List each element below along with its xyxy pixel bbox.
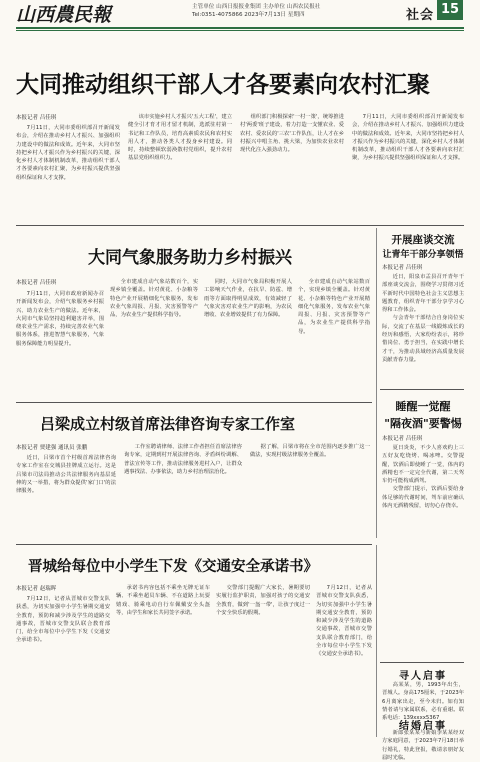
article4-paragraph: 7月12日，记者从晋城市交警支队获悉，为切实加强中小学生暑期交通安全教育，预防和减少涉及学生的道路交通事故，晋城市交警支队联合教育部门，给全市每位中小学生下发《交通安全承诺书》。: [316, 585, 372, 658]
header-rule-thin: [16, 30, 464, 31]
article3-col3: [250, 443, 370, 540]
divider: [16, 402, 372, 403]
sidebar2-byline: 本报记者 吕佳琪: [382, 436, 423, 442]
sidebar1-subtitle: 让青年干部分享领悟: [382, 250, 464, 260]
article1-col2: [128, 113, 232, 222]
article4-paragraph: 交警部门提醒广大家长，暑期要切实履行监护职责，加强对孩子的交通安全教育，做到'一盔一带'，让孩子度过一个安全快乐的假期。: [216, 585, 310, 616]
sidebar1-paragraph: 近日，阳泉市盂县召开青年干部座谈交流会，围绕学习贯彻习近平新时代中国特色社会主义思想主题教育，组织青年干部分享学习心得和工作体会。: [382, 274, 464, 314]
sidebar2-body: [382, 444, 464, 658]
header-info: [192, 3, 404, 19]
notice1-text: 高某某，男，1993年出生，晋城人。身高175厘米，于2023年6月离家出走，至今未归。如有知情者请与家属联系，必有重谢。联系电话：139xxxx5367: [382, 682, 464, 722]
divider: [380, 662, 464, 663]
article4-col1: [16, 595, 110, 735]
article2-paragraph: 7月11日，大同市政府新闻办召开新闻发布会，介绍气象服务乡村振兴、助力农业生产的做法。近年来，大同市气象局坚持趋利避害并举，围绕农业生产需求，持续完善农业气象服务体系，推进智慧气象服务，气象服务保障能力明显提升。: [16, 291, 104, 347]
sidebar1-byline: 本报记者 吕佳琪: [382, 265, 423, 271]
sidebar1-body: [382, 273, 464, 385]
article1-col3: [240, 113, 344, 222]
article3-headline: 吕梁成立村级首席法律咨询专家工作室: [40, 415, 296, 433]
sidebar2-paragraph: 夏日炎炎，不少人喜欢约上三五好友吃烧烤、喝冰啤。交警提醒，饮酒后即使睡了一觉，体内的酒精也不一定完全代谢，第二天驾车仍可能构成酒驾。: [382, 445, 464, 485]
article2-paragraph: 全市建成自动气象站数百个，实现乡镇全覆盖。针对黄花、小杂粮等特色产业开展精细化气象服务，发布农业气象周报、月报、灾害预警等产品，为农业生产提供科学指导。: [110, 279, 198, 319]
divider: [380, 389, 464, 390]
article1-paragraph: 7月11日，大同市委组织部召开新闻发布会，介绍在推动乡村人才振兴、加强组织力建设中的做法和成效。近年来，大同市坚持把乡村人才振兴作为乡村振兴的关键，深化乡村人才体制机制改革，推动组织干部人才各要素向农村汇聚，为乡村振兴提供坚强组织保证和人才支撑。: [352, 114, 464, 162]
article4-byline: 本报记者 赵瑞晖: [16, 586, 57, 592]
notice2-text: 新郎张某某与新娘李某某经双方家庭同意，于2023年7月18日举行婚礼，特此登报，敬请亲朋好友届时光临。: [382, 730, 464, 761]
article1-col4: [352, 113, 464, 222]
article2-paragraph: 全市建成自动气象站数百个，实现乡镇全覆盖。针对黄花、小杂粮等特色产业开展精细化气象服务，发布农业气象周报、月报、灾害预警等产品，为农业生产提供科学指导。: [298, 279, 370, 335]
column-divider: [376, 545, 377, 737]
article4-headline: 晋城给每位中小学生下发《交通安全承诺书》: [28, 559, 318, 575]
article2-col4: [298, 278, 370, 398]
divider: [16, 544, 372, 545]
article1-paragraph: 组织部门积极探索'一村一策'，统筹推进村'两委'班子建设，着力打造一支懂农业、爱农村、爱农民的'三农'工作队伍，让人才在乡村振兴中唱主角、挑大梁，为加快农业农村现代化注入强劲动力。: [240, 114, 344, 154]
article4-paragraph: 7月12日，记者从晋城市交警支队获悉，为切实加强中小学生暑期交通安全教育，预防和减少涉及学生的道路交通事故，晋城市交警支队联合教育部门，给全市每位中小学生下发《交通安全承诺书》。: [16, 596, 110, 644]
article4-col3: [216, 584, 310, 735]
article4-paragraph: 承诺书内容包括不乘坐无牌无证车辆、不乘坐超员车辆、不在道路上玩耍嬉戏、骑乘电动自行车佩戴安全头盔等，由学生和家长共同签字承诺。: [116, 585, 210, 616]
notice1-title: 寻人启事: [399, 671, 447, 682]
article2-paragraph: 同时，大同市气象局积极开展人工影响天气作业，在抗旱、防雹、增雨等方面取得明显成效，有效减轻了气象灾害对农业生产的影响，为农民增收、农业增效提供了有力保障。: [204, 279, 292, 319]
article1-paragraph: 7月11日，大同市委组织部召开新闻发布会，介绍在推动乡村人才振兴、加强组织力建设中的做法和成效。近年来，大同市坚持把乡村人才振兴作为乡村振兴的关键，深化乡村人才体制机制改革，推动组织干部人才各要素向农村汇聚，为乡村振兴提供坚强组织保证和人才支撑。: [16, 125, 120, 181]
divider: [16, 225, 464, 226]
article2-byline: 本报记者 吕佳琪: [16, 280, 57, 286]
masthead-title: 山西農民報: [16, 4, 112, 26]
article1-paragraph: 该市实施乡村人才振兴'五大工程'，建立健全引才育才用才留才机制，选派驻村第一书记和工作队员，培育高素质农民和农村实用人才，推动各类人才投身乡村建设。同时，持续整顿软弱涣散村党组织，提升农村基层党组织组织力。: [128, 114, 232, 162]
sidebar1-title: 开展座谈交流: [391, 234, 455, 246]
column-divider: [376, 228, 377, 538]
notice1-body: [382, 681, 464, 722]
notice2-title: 结婚启事: [399, 721, 447, 732]
sidebar2-paragraph: 交警部门提示，饮酒后要给身体足够的代谢时间，驾车前应确认体内无酒精残留，切勿心存侥幸。: [382, 486, 464, 510]
section-name: 社会: [406, 8, 435, 23]
article2-col1: [16, 290, 104, 398]
article1-headline: 大同推动组织干部人才各要素向农村汇聚: [16, 72, 430, 98]
article3-paragraph: 据了解，吕梁市将在全市范围内逐步推广这一做法，实现村级法律服务全覆盖。: [250, 444, 370, 459]
article2-col2: [110, 278, 198, 398]
header-rule: [16, 27, 464, 29]
sidebar2-subtitle: "隔夜酒"要警惕: [384, 417, 462, 430]
notice2-body: [382, 729, 464, 761]
article2-col3: [204, 278, 292, 398]
sidebar2-title: 睡醒一觉醒: [395, 400, 451, 413]
sidebar1-paragraph: 与会青年干部结合自身岗位实际，交流了在基层一线锻炼成长的经历和感悟，大家纷纷表示，将珍惜岗位、勇于担当，在实践中增长才干，为推动县域经济高质量发展贡献青春力量。: [382, 315, 464, 363]
article3-paragraph: 近日，吕梁市首个村级首席法律咨询专家工作室在交城县挂牌成立运行。这是吕梁市司法局推动公共法律服务向基层延伸的又一举措，将为群众提供'家门口'的法律服务。: [16, 455, 116, 495]
article1-col1: [16, 124, 120, 222]
header-info-line2: Tel:0351-4075866 2023年7月13日 星期四: [192, 12, 305, 18]
article3-col1: [16, 454, 116, 540]
header-info-line1: 主管单位 山西日报报业集团 主办单位 山西农民报社: [192, 4, 321, 10]
article4-col4: [316, 584, 372, 735]
article3-byline: 本报记者 贾建强 通讯员 张鹏: [16, 445, 88, 451]
article3-col2: [124, 443, 242, 540]
article1-byline: 本报记者 吕佳琪: [16, 115, 57, 121]
page-number: 15: [437, 0, 463, 20]
masthead: [16, 2, 112, 28]
article3-paragraph: 工作室聘请律师、法律工作者担任首席法律咨询专家，定期到村开展法律咨询、矛盾纠纷调解、普法宣传等工作，推动法律服务进村入户，让群众遇事找法、办事依法，助力乡村治理法治化。: [124, 444, 242, 475]
article2-headline: 大同气象服务助力乡村振兴: [88, 248, 292, 268]
article4-col2: [116, 584, 210, 735]
